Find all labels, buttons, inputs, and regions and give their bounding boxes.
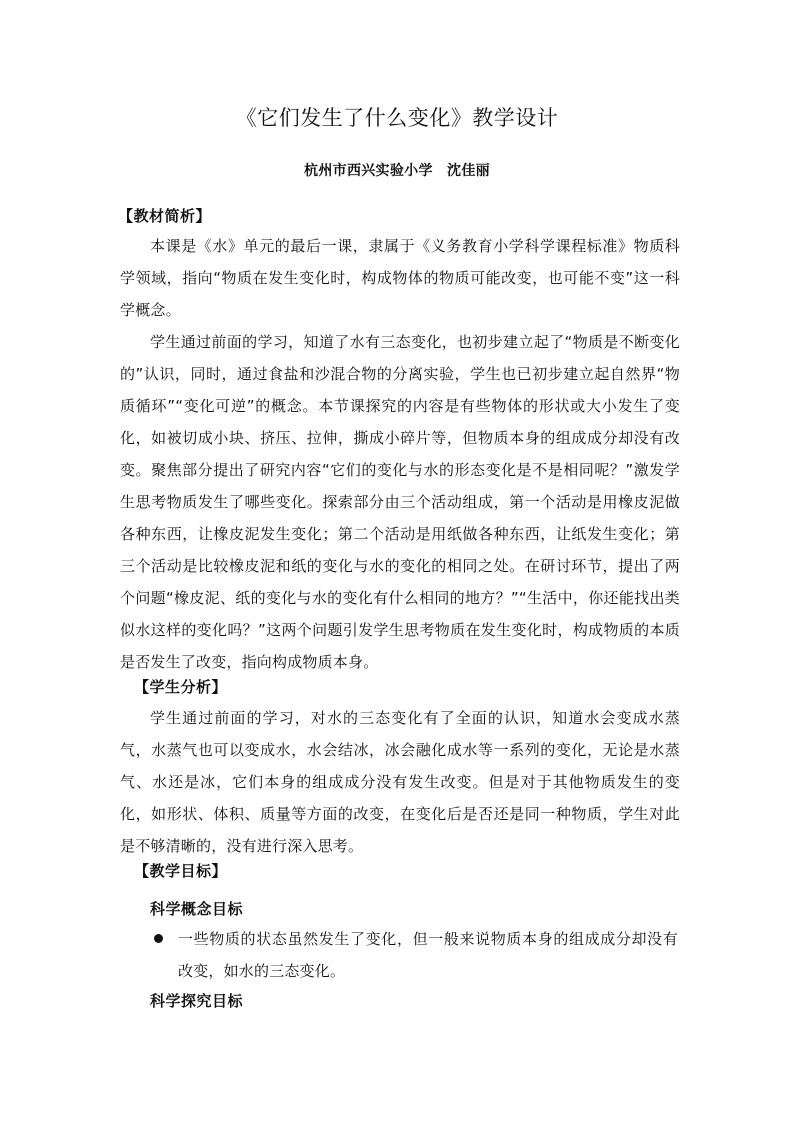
section-heading-goals: 【教学目标】 bbox=[134, 862, 228, 880]
document-author: 杭州市西兴实验小学 沈佳丽 bbox=[304, 163, 490, 179]
bullet-icon bbox=[154, 934, 163, 943]
section-heading-textbook: 【教材简析】 bbox=[118, 207, 212, 225]
bullet-text-concept: 一些物质的状态虽然发生了变化，但一般来说物质本身的组成成分却没有改变，如水的三态变化。 bbox=[178, 930, 678, 980]
section-heading-students: 【学生分析】 bbox=[134, 678, 228, 696]
subheading-concept-goals: 科学概念目标 bbox=[150, 900, 244, 918]
paragraph-textbook-1: 本课是《水》单元的最后一课，隶属于《义务教育小学科学课程标准》物质科学领域，指向“物质在发生变化时，构成物体的物质可能改变，也可能不变”这一科学概念。 bbox=[120, 237, 680, 319]
list-item bbox=[150, 923, 690, 987]
subheading-inquiry-goals: 科学探究目标 bbox=[150, 992, 244, 1010]
paragraph-textbook-2: 学生通过前面的学习，知道了水有三态变化，也初步建立起了“物质是不断变化的”认识，同时，通过食盐和沙混合物的分离实验，学生也已初步建立起自然界“物质循环”“变化可逆”的概念。本节课探究的内容是有些物体的形状或大小发生了变化，如被切成小块、挤压、拉伸，撕成小碎片等，但物质本身的组成成分却没有改变。聚焦部分提出了研究内容“它们的变化与水的形态变化是不是相同呢？”激发学生思考物质发生了哪些变化。探索部分由三个活动组成，第一个活动是用橡皮泥做各种东西，让橡皮泥发生变化；第二个活动是用纸做各种东西，让纸发生变化；第三个活动是比较橡皮泥和纸的变化与水的变化的相同之处。在研讨环节，提出了两个问题“橡皮泥、纸的变化与水的变化有什么相同的地方？”“生活中，你还能找出类似水这样的变化吗？”这两个问题引发学生思考物质在发生变化时，构成物质的本质是否发生了改变，指向构成物质本身。 bbox=[120, 333, 680, 671]
document-title: 《它们发生了什么变化》教学设计 bbox=[235, 106, 559, 130]
paragraph-students: 学生通过前面的学习，对水的三态变化有了全面的认识，知道水会变成水蒸气，水蒸气也可以变成水，水会结冰，冰会融化成水等一系列的变化，无论是水蒸气、水还是冰，它们本身的组成成分没有发生改变。但是对于其他物质发生的变化，如形状、体积、质量等方面的改变，在变化后是否还是同一种物质，学生对此是不够清晰的，没有进行深入思考。 bbox=[120, 709, 680, 855]
